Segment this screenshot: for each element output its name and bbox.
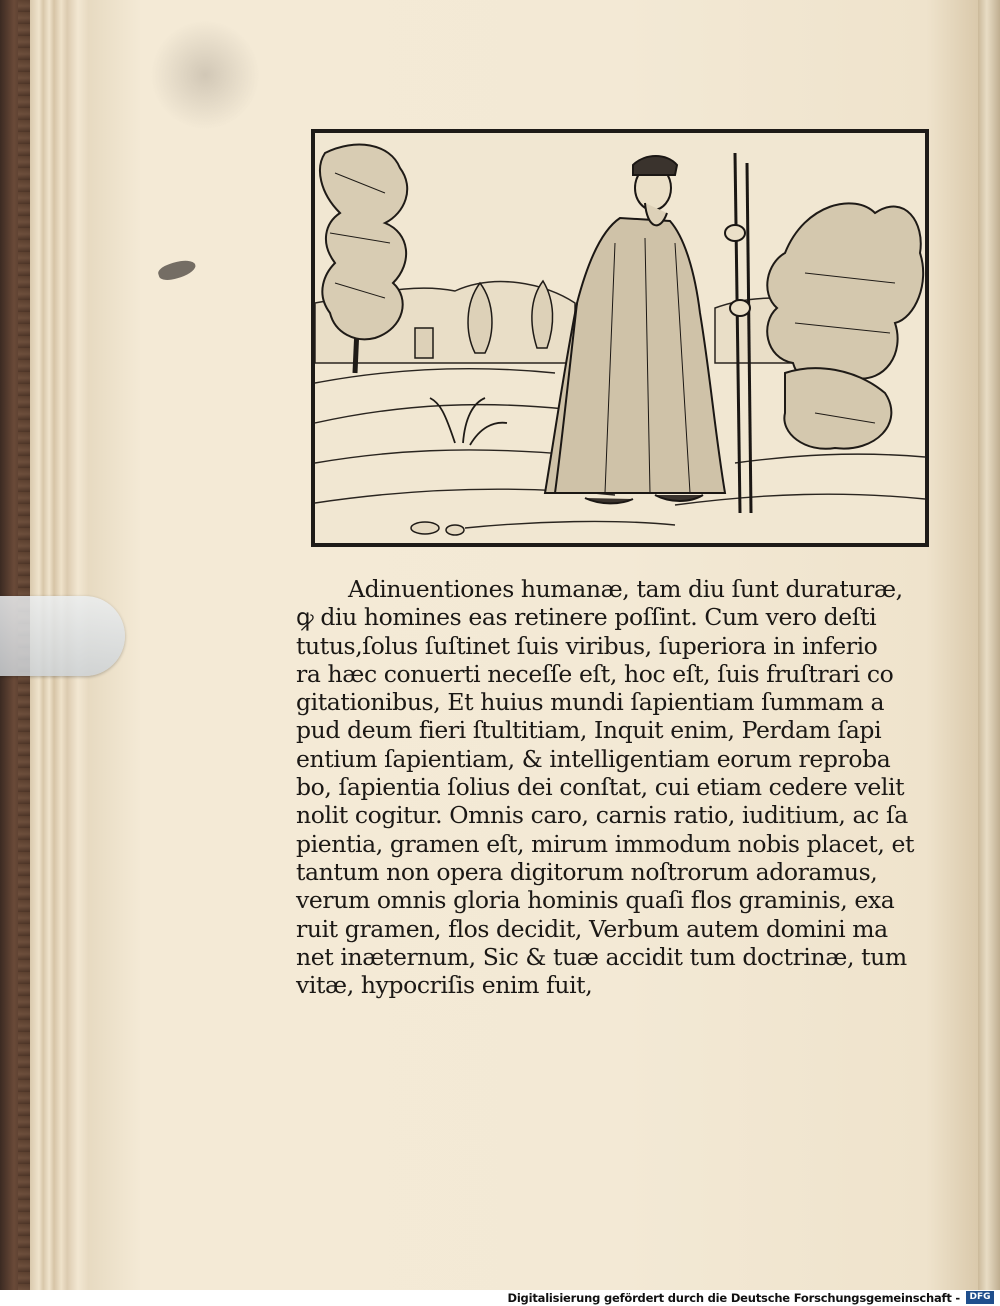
woodcut-illustration [311,129,929,547]
text-line: net inæternum, Sic & tuæ accidit tum doctrinæ, tum [296,942,907,971]
footer-bar [0,1290,1000,1306]
text-line: pientia, gramen eſt, mirum immodum nobis placet, et [296,829,915,858]
woodcut-scene [315,133,925,543]
text-line: entium ſapientiam, & intelligentiam eorum reproba [296,744,891,773]
text-line: verum omnis gloria hominis quaſi flos graminis, exa [296,886,895,915]
page-clip [0,596,125,676]
text-line: nolit cogitur. Omnis caro, carnis ratio, iuditium, ac ſa [296,801,908,830]
text-line: pud deum fieri ſtultitiam, Inquit enim, Perdam ſapi [296,716,882,745]
text-line: tutus,ſolus ſuſtinet ſuis viribus, ſuperiora in inferio [296,631,878,660]
latin-text-block [296,575,936,999]
footer-credit: Digitalisierung gefördert durch die Deutsche Forschungsgemeinschaft - [507,1291,960,1305]
page-gutter [978,0,1000,1290]
text-line: ruit gramen, flos decidit, Verbum autem domini ma [296,914,888,943]
text-line: bo, ſapientia ſolius dei conſtat, cui etiam cedere velit [296,773,905,802]
text-line: Adinuentiones humanæ, tam diu ſunt duraturæ, [348,575,903,603]
text-line: tantum non opera digitorum noſtrorum adoramus, [296,857,878,886]
text-line: gitationibus, Et huius mundi ſapientiam ſummam a [296,688,885,717]
text-line: ra hæc conuerti neceſſe eſt, hoc eſt, ſuis fruſtrari co [296,659,894,688]
text-line: vitæ, hypocriſis enim fuit, [296,971,593,1000]
text-line: ꝙ diu homines eas retinere poſſint. Cum vero deſti [296,603,877,632]
page-smudge [150,20,260,130]
dfg-logo: DFG [966,1291,994,1304]
